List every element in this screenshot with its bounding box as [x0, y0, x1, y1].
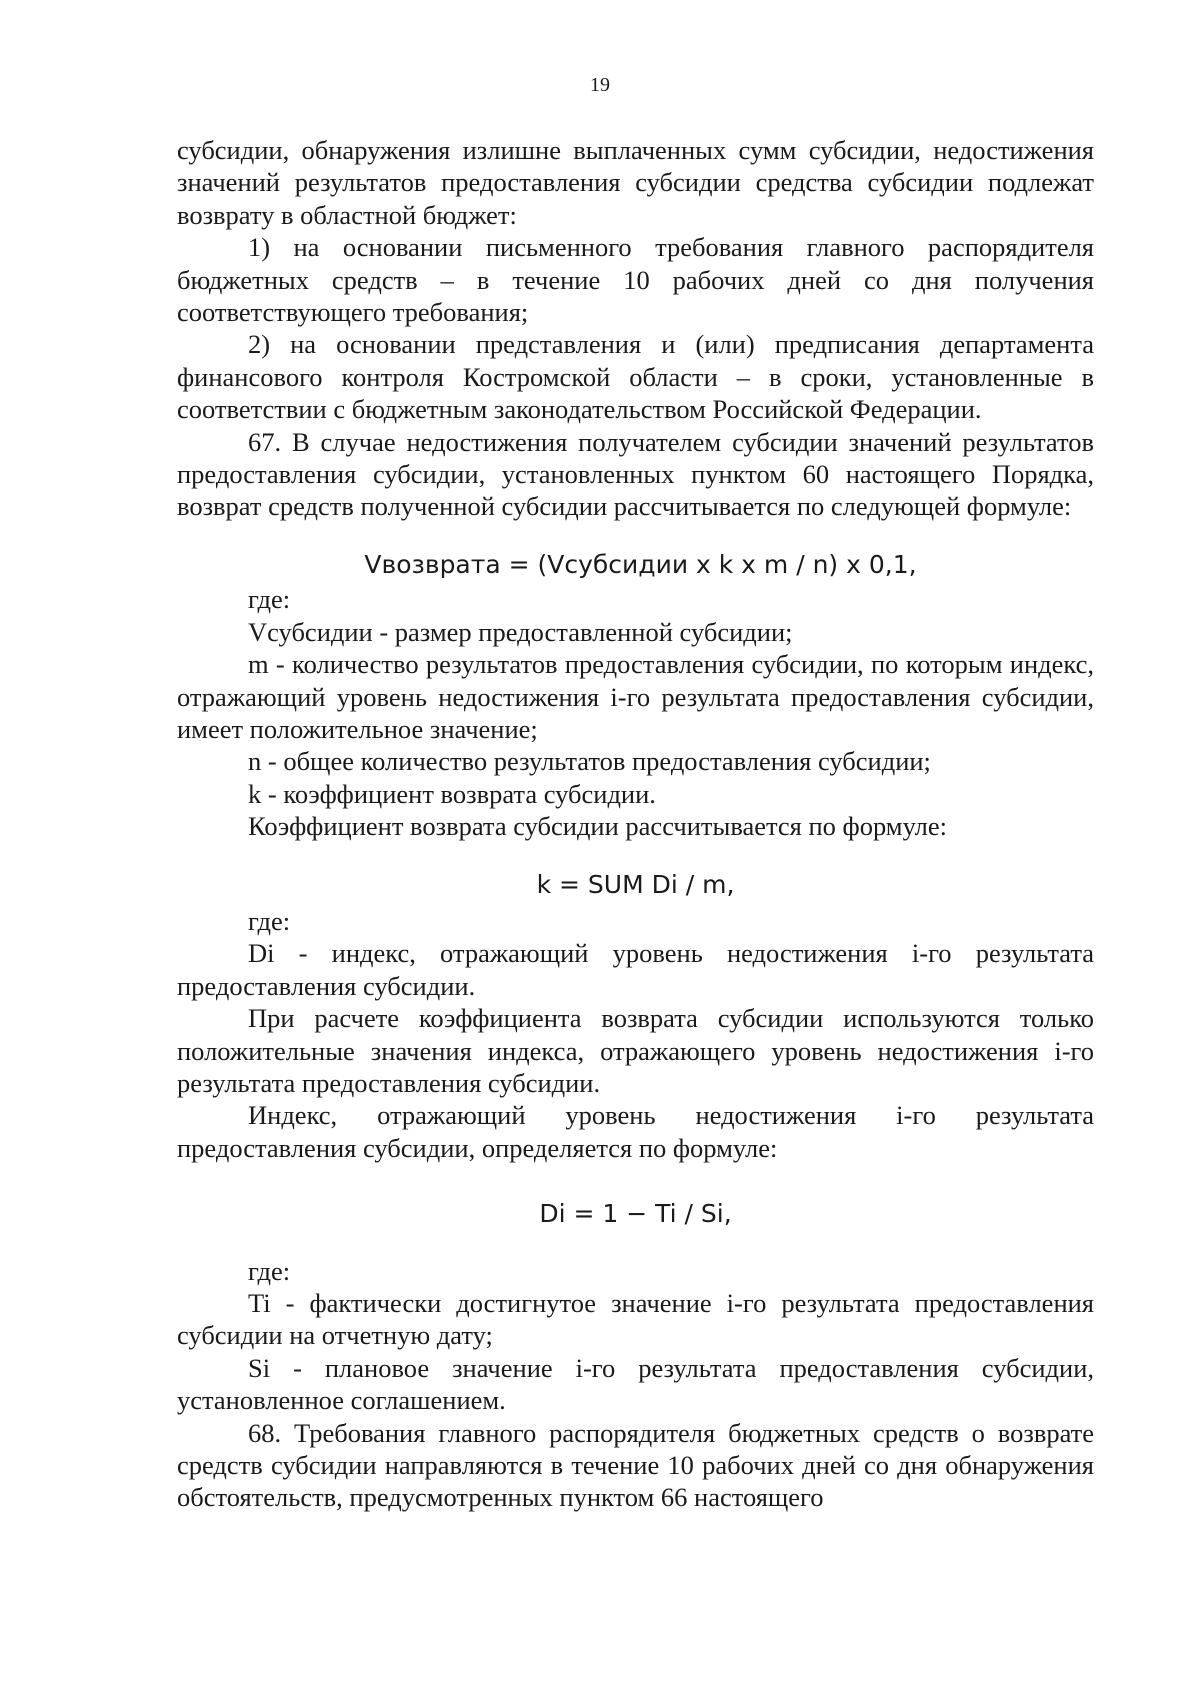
definition-v-subsidy: Vсубсидии - размер предоставленной субсидии; [248, 616, 793, 647]
where-label: где: [248, 1255, 291, 1286]
definition-di: Di - индекс, отражающий уровень недостижения i-го результата предоставления субсидии. [177, 938, 1094, 1001]
paragraph-item-2: 2) на основании представления и (или) предписания департамента финансового контроля Костромской области – в сроки, установленные в соответствии с бюджетным законодательством Российской Федерации. [177, 329, 1094, 425]
paragraph-continuation: субсидии, обнаружения излишне выплаченных сумм субсидии, недостижения значений результатов предоставления субсидии средства субсидии подлежат возврату в областной бюджет: [177, 135, 1094, 230]
definition-ti: Ti - фактически достигнутое значение i-го результата предоставления субсидии на отчетную дату; [177, 1288, 1094, 1351]
formula-return-amount: Vвозврата = (Vсубсидии x k x m / n) x 0,1, [364, 549, 917, 579]
formula-index: Di = 1 − Ti / Si, [539, 1199, 732, 1229]
index-intro: Индекс, отражающий уровень недостижения i-го результата предоставления субсидии, определяется по формуле: [177, 1100, 1094, 1163]
formula-coefficient: k = SUM Di / m, [536, 869, 735, 899]
coefficient-note: При расчете коэффициента возврата субсидии используются только положительные значения индекса, отражающего уровень недостижения i-го результата предоставления субсидии. [177, 1003, 1094, 1098]
definition-si: Si - плановое значение i-го результата предоставления субсидии, установленное соглашением. [177, 1352, 1094, 1416]
document-body [177, 134, 1094, 1514]
paragraph-item-1: 1) на основании письменного требования главного распорядителя бюджетных средств – в течение 10 рабочих дней со дня получения соответствующего требования; [177, 232, 1094, 328]
where-label: где: [248, 905, 291, 936]
paragraph-68: 68. Требования главного распорядителя бюджетных средств о возврате средств субсидии направляются в течение 10 рабочих дней со дня обнаружения обстоятельств, предусмотренных пунктом 66 настоящего [177, 1417, 1094, 1513]
paragraph-67: 67. В случае недостижения получателем субсидии значений результатов предоставления субсидии, установленных пунктом 60 настоящего Порядка, возврат средств полученной субсидии рассчитывается по следующей формуле: [177, 426, 1094, 522]
definition-n: n - общее количество результатов предоставления субсидии; [248, 746, 931, 777]
where-label: где: [248, 584, 291, 615]
definition-m: m - количество результатов предоставления субсидии, по которым индекс, отражающий уровень недостижения i-го результата предоставления субсидии, имеет положительное значение; [177, 649, 1094, 744]
definition-k: k - коэффициент возврата субсидии. [248, 778, 656, 809]
coefficient-intro: Коэффициент возврата субсидии рассчитывается по формуле: [248, 811, 948, 842]
page-number: 19 [590, 74, 610, 96]
